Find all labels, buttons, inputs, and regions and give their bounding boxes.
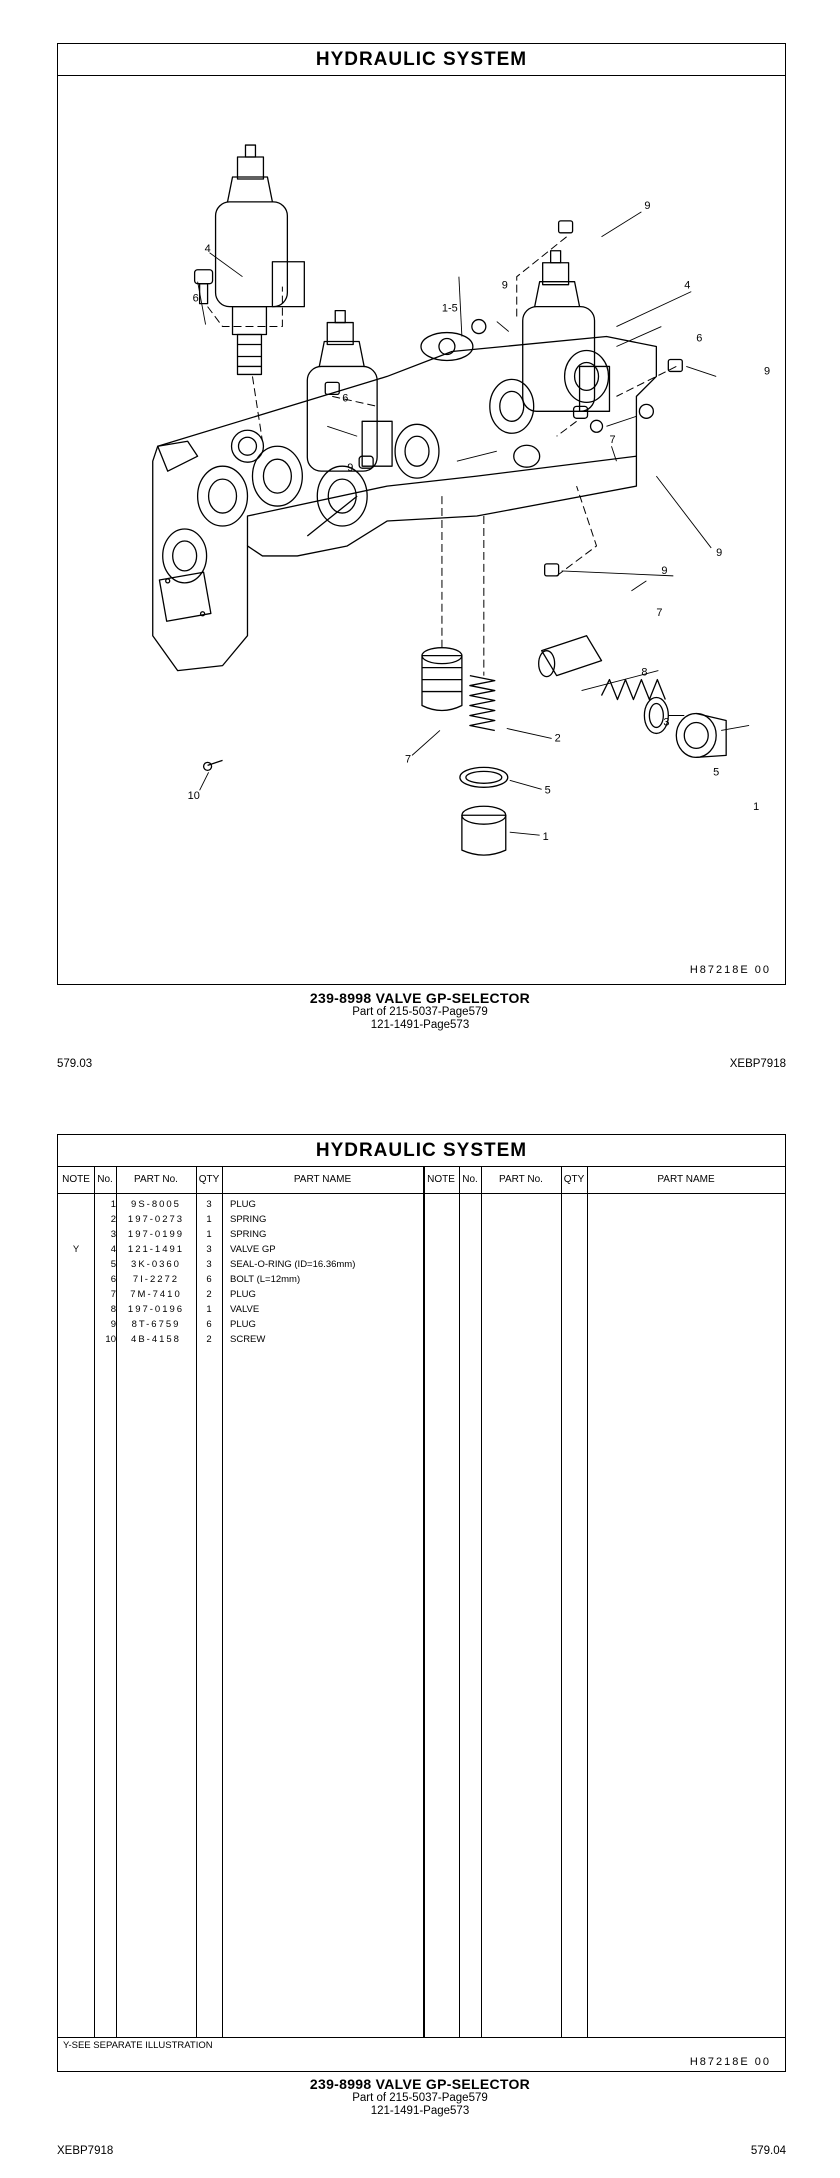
svg-text:6: 6 bbox=[192, 292, 199, 305]
page1-caption bbox=[0, 990, 840, 1033]
svg-text:9: 9 bbox=[644, 199, 651, 212]
table-footnote bbox=[58, 2037, 785, 2072]
header-part-no: PART No. bbox=[134, 1174, 178, 1185]
table-row: Y 4 121-1491 3 VALVE GP bbox=[72, 1244, 276, 1255]
caption-line-2: 121-1491-Page573 bbox=[370, 2105, 470, 2118]
page1-number-right: XEBP7918 bbox=[729, 1058, 786, 1070]
svg-text:5: 5 bbox=[713, 766, 720, 779]
svg-text:1: 1 bbox=[542, 831, 549, 844]
header-note-2: NOTE bbox=[427, 1174, 455, 1185]
header-no: No. bbox=[97, 1174, 113, 1185]
caption-line-1: Part of 215-5037-Page579 bbox=[352, 1006, 488, 1019]
header-note: NOTE bbox=[62, 1174, 90, 1185]
footnote-text: Y-SEE SEPARATE ILLUSTRATION bbox=[63, 2040, 213, 2051]
header-qty: QTY bbox=[198, 1174, 220, 1185]
svg-text:2: 2 bbox=[554, 732, 561, 745]
table-row: 8 197-0196 1 VALVE bbox=[110, 1304, 260, 1315]
section-title: HYDRAULIC SYSTEM bbox=[58, 1135, 785, 1167]
table-row: 7 7M-7410 2 PLUG bbox=[110, 1289, 256, 1300]
svg-text:6: 6 bbox=[696, 332, 703, 345]
header-part-no-2: PART No. bbox=[499, 1174, 543, 1185]
table-header bbox=[58, 1167, 785, 1194]
parts-table bbox=[58, 1167, 785, 2037]
header-part-name-2: PART NAME bbox=[657, 1174, 715, 1185]
table-row: 10 4B-4158 2 SCREW bbox=[105, 1334, 266, 1345]
svg-text:7: 7 bbox=[656, 606, 663, 619]
page2-number-left: XEBP7918 bbox=[57, 2145, 114, 2157]
header-qty-2: QTY bbox=[563, 1174, 585, 1185]
table-row: 2 197-0273 1 SPRING bbox=[110, 1214, 267, 1225]
svg-text:9: 9 bbox=[764, 365, 771, 378]
caption-line-1: Part of 215-5037-Page579 bbox=[352, 2092, 488, 2105]
header-no-2: No. bbox=[462, 1174, 478, 1185]
svg-text:9: 9 bbox=[661, 564, 668, 577]
parts-list-frame bbox=[57, 1134, 786, 2072]
illustration-frame bbox=[57, 43, 786, 985]
svg-text:9: 9 bbox=[347, 462, 354, 475]
page2-caption bbox=[0, 2076, 840, 2119]
page2-number-right: 579.04 bbox=[750, 2145, 786, 2157]
page1-number-left: 579.03 bbox=[57, 1058, 93, 1070]
caption-title: 239-8998 VALVE GP-SELECTOR bbox=[309, 2076, 531, 2092]
svg-text:8: 8 bbox=[641, 666, 648, 679]
caption-title: 239-8998 VALVE GP-SELECTOR bbox=[309, 990, 531, 1006]
svg-text:1: 1 bbox=[753, 801, 760, 814]
illustration-code: H87218E 00 bbox=[689, 2056, 771, 2068]
svg-text:9: 9 bbox=[716, 546, 723, 559]
section-title: HYDRAULIC SYSTEM bbox=[58, 44, 785, 76]
svg-text:5: 5 bbox=[544, 784, 551, 797]
svg-text:7: 7 bbox=[405, 753, 412, 766]
exploded-parts-illustration bbox=[58, 76, 785, 984]
caption-line-2: 121-1491-Page573 bbox=[370, 1019, 470, 1032]
table-row: 3 197-0199 1 SPRING bbox=[110, 1229, 267, 1240]
table-row: 5 3K-0360 3 SEAL-O-RING (ID=16.36mm) bbox=[110, 1259, 356, 1270]
table-row: 9 8T-6759 6 PLUG bbox=[110, 1319, 256, 1330]
table-row: 1 9S-8005 3 PLUG bbox=[110, 1199, 256, 1210]
svg-text:1-5: 1-5 bbox=[441, 302, 458, 315]
table-row: 6 7I-2272 6 BOLT (L=12mm) bbox=[110, 1274, 301, 1285]
illustration-code: H87218E 00 bbox=[689, 964, 771, 976]
svg-text:3: 3 bbox=[663, 716, 670, 729]
header-part-name: PART NAME bbox=[293, 1174, 352, 1185]
svg-text:4: 4 bbox=[204, 242, 211, 255]
svg-text:10: 10 bbox=[187, 790, 200, 803]
svg-text:4: 4 bbox=[684, 279, 691, 292]
svg-text:7: 7 bbox=[609, 434, 616, 447]
svg-text:6: 6 bbox=[342, 392, 349, 405]
svg-text:9: 9 bbox=[501, 279, 508, 292]
